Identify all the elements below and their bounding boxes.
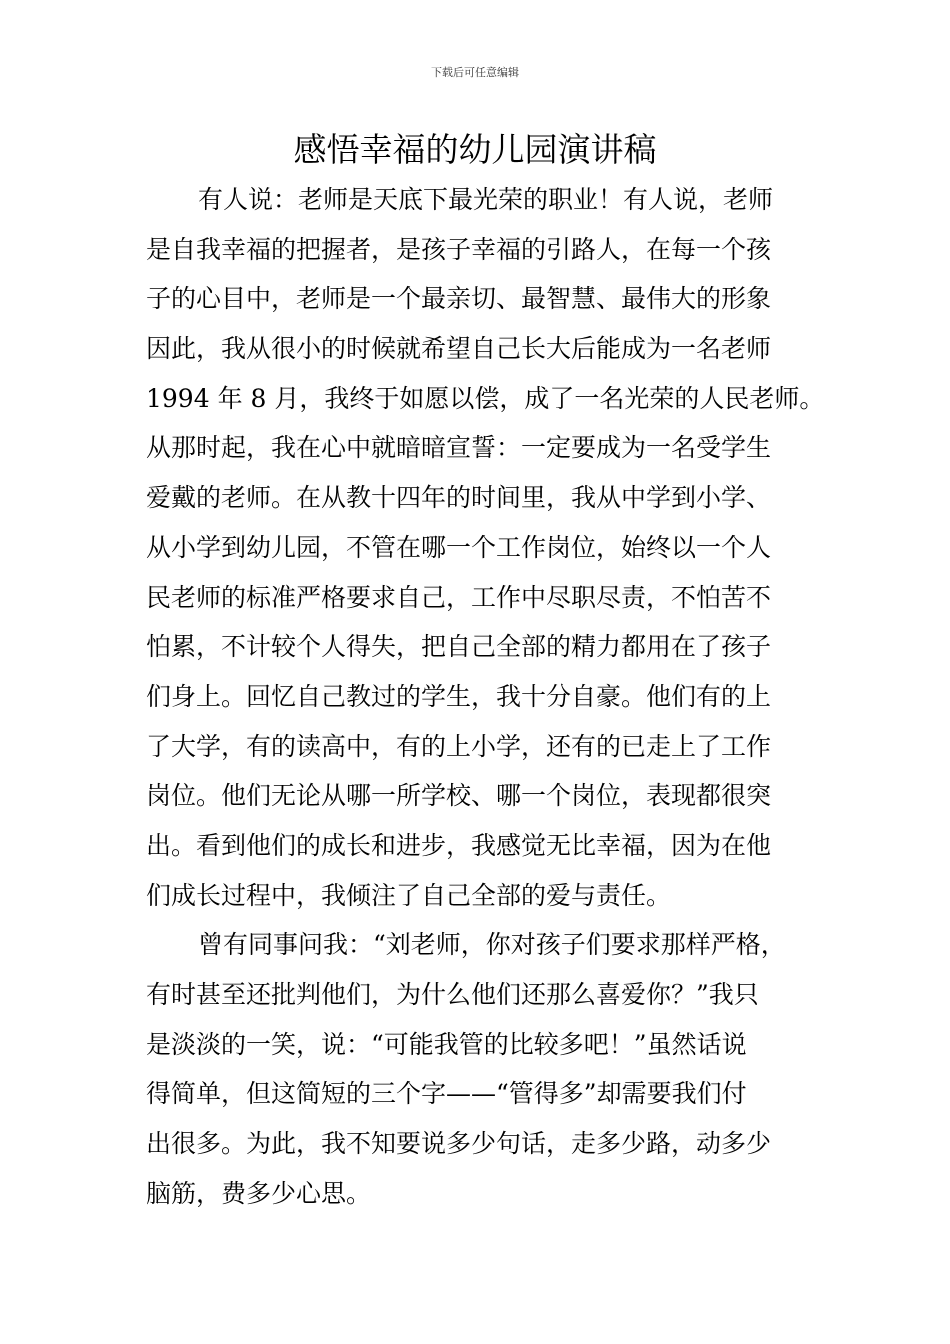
text-line: 们成长过程中，我倾注了自己全部的爱与责任。 [146, 880, 672, 910]
header-note: 下载后可任意编辑 [431, 66, 519, 79]
document-title: 感悟幸福的幼儿园演讲稿 [293, 130, 657, 169]
text-line: 出。看到他们的成长和进步，我感觉无比幸福，因为在他 [146, 830, 772, 860]
document-body [146, 175, 846, 1218]
text-line: 是自我幸福的把握者，是孩子幸福的引路人，在每一个孩 [146, 234, 772, 264]
text-line: 民老师的标准严格要求自己，工作中尽职尽责，不怕苦不 [146, 582, 772, 612]
text-line: 子的心目中，老师是一个最亲切、最智慧、最伟大的形象 [146, 284, 772, 314]
text-line: 脑筋，费多少心思。 [146, 1178, 372, 1208]
text-line: 们身上。回忆自己教过的学生，我十分自豪。他们有的上 [146, 681, 772, 711]
text-line: 怕累，不计较个人得失，把自己全部的精力都用在了孩子 [146, 632, 772, 662]
text-line: 有人说：老师是天底下最光荣的职业！有人说，老师 [198, 185, 774, 214]
text-line: 得简单，但这简短的三个字——“管得多”却需要我们付 [146, 1079, 747, 1109]
text-line: 岗位。他们无论从哪一所学校、哪一个岗位，表现都很突 [146, 781, 772, 811]
text-line: 爱戴的老师。在从教十四年的时间里，我从中学到小学、 [146, 483, 772, 513]
text-line: 因此，我从很小的时候就希望自己长大后能成为一名老师 [146, 334, 772, 364]
text-line: 1994 年 8 月，我终于如愿以偿，成了一名光荣的人民老师。 [146, 383, 825, 413]
text-line: 曾有同事问我：“刘老师，你对孩子们要求那样严格， [198, 930, 786, 960]
text-line: 从小学到幼儿园，不管在哪一个工作岗位，始终以一个人 [146, 532, 772, 562]
text-line: 有时甚至还批判他们，为什么他们还那么喜爱你？”我只 [146, 980, 759, 1009]
text-line: 是淡淡的一笑，说：“可能我管的比较多吧！”虽然话说 [146, 1029, 747, 1059]
text-line: 了大学，有的读高中，有的上小学，还有的已走上了工作 [146, 731, 772, 761]
text-line: 从那时起，我在心中就暗暗宣誓：一定要成为一名受学生 [146, 433, 772, 463]
text-line: 出很多。为此，我不知要说多少句话，走多少路，动多少 [146, 1129, 772, 1159]
